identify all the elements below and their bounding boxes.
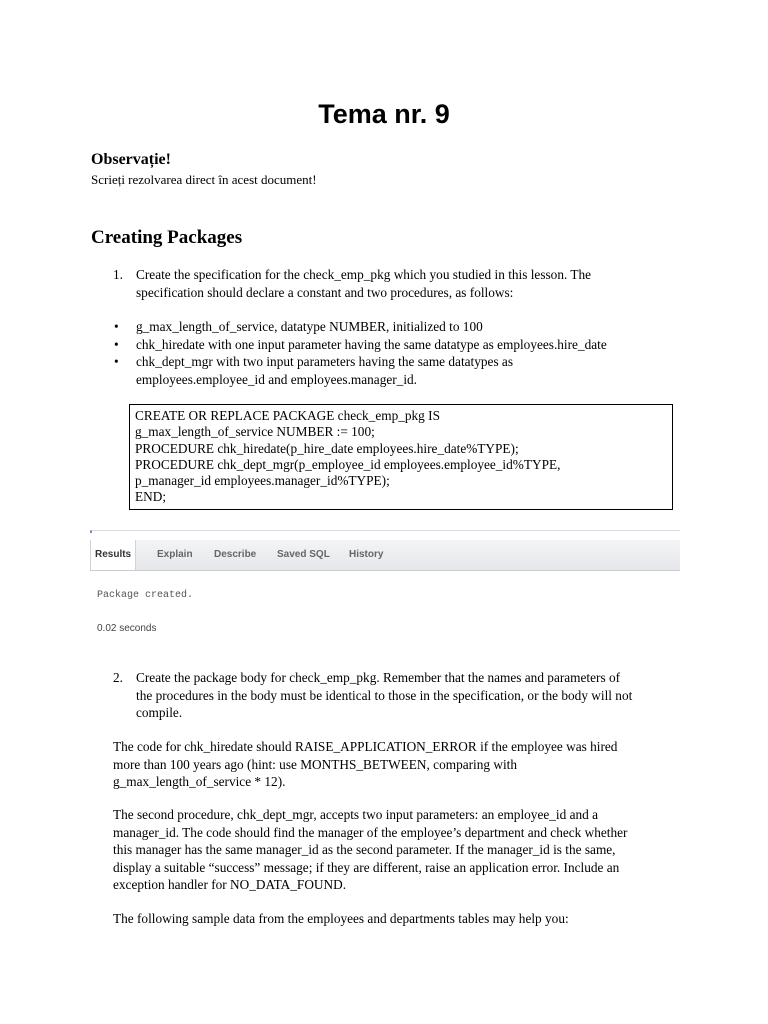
bullet-icon: • — [114, 354, 119, 369]
tab-history[interactable]: History — [349, 549, 384, 560]
paragraph-line: more than 100 years ago (hint: use MONTHS_BETWEEN, comparing with — [113, 756, 517, 772]
item-text — [136, 669, 676, 722]
results-tab-bar — [90, 540, 680, 571]
section-heading: Creating Packages — [91, 227, 243, 248]
paragraph-line: The following sample data from the employees and departments tables may help you: — [113, 911, 569, 926]
observation-text: Scrieți rezolvarea direct în acest document! — [91, 172, 317, 187]
item-text-line: Create the specification for the check_emp_pkg which you studied in this lesson. The — [136, 267, 592, 282]
item-number: 2. — [113, 670, 123, 685]
results-screenshot — [90, 530, 680, 640]
code-line: PROCEDURE chk_hiredate(p_hire_date employees.hire_date%TYPE); — [135, 440, 519, 456]
paragraph-sample-data — [113, 910, 683, 928]
item-text-line: compile. — [136, 705, 183, 720]
editor-border — [90, 530, 680, 533]
paragraph-dept-mgr — [113, 806, 683, 894]
list-item: • g_max_length_of_service, datatype NUMBER, initialized to 100 — [114, 319, 483, 334]
code-line: PROCEDURE chk_dept_mgr(p_employee_id employees.employee_id%TYPE, — [135, 456, 561, 472]
paragraph-hiredate — [113, 738, 683, 791]
paragraph-line: exception handler for NO_DATA_FOUND. — [113, 877, 347, 892]
paragraph-line: The second procedure, chk_dept_mgr, accepts two input parameters: an employee_id and a — [113, 807, 598, 822]
list-item: • chk_hiredate with one input parameter having the same datatype as employees.hire_date — [114, 336, 607, 352]
item-text-line: the procedures in the body must be identical to those in the specification, or the body will not — [136, 687, 633, 703]
item-text — [136, 266, 676, 301]
code-line: END; — [135, 489, 167, 505]
list-item-continuation: employees.employee_id and employees.manager_id. — [136, 371, 417, 387]
tab-describe[interactable]: Describe — [214, 549, 257, 560]
bullet-icon: • — [114, 336, 119, 352]
code-line: CREATE OR REPLACE PACKAGE check_emp_pkg IS — [135, 408, 440, 423]
bullet-list — [113, 318, 683, 388]
list-item: • chk_dept_mgr with two input parameters having the same datatypes as — [114, 354, 514, 369]
item-text-line: Create the package body for check_emp_pkg. Remember that the names and parameters of — [136, 670, 621, 685]
page-title: Tema nr. 9 — [318, 99, 450, 129]
result-message: Package created. — [97, 590, 194, 601]
tab-results[interactable]: Results — [90, 540, 136, 570]
bullet-icon: • — [114, 319, 119, 334]
code-line: g_max_length_of_service NUMBER := 100; — [135, 424, 375, 440]
result-time: 0.02 seconds — [97, 623, 157, 634]
item-text-line: specification should declare a constant and two procedures, as follows: — [136, 284, 514, 300]
paragraph-line: manager_id. The code should find the manager of the employee’s department and check whether — [113, 824, 628, 840]
observation-heading: Observație! — [91, 151, 171, 168]
paragraph-line: this manager has the same manager_id as the second parameter. If the manager_id is the same, — [113, 842, 616, 857]
tab-explain[interactable]: Explain — [157, 549, 193, 560]
code-box — [129, 404, 673, 510]
tab-saved-sql[interactable]: Saved SQL — [277, 549, 330, 560]
paragraph-line: g_max_length_of_service * 12). — [113, 774, 286, 789]
paragraph-line: The code for chk_hiredate should RAISE_APPLICATION_ERROR if the employee was hired — [113, 739, 618, 754]
item-number: 1. — [113, 267, 123, 282]
paragraph-line: display a suitable “success” message; if they are different, raise an application error. Include an — [113, 859, 620, 875]
code-line: p_manager_id employees.manager_id%TYPE); — [135, 473, 390, 489]
